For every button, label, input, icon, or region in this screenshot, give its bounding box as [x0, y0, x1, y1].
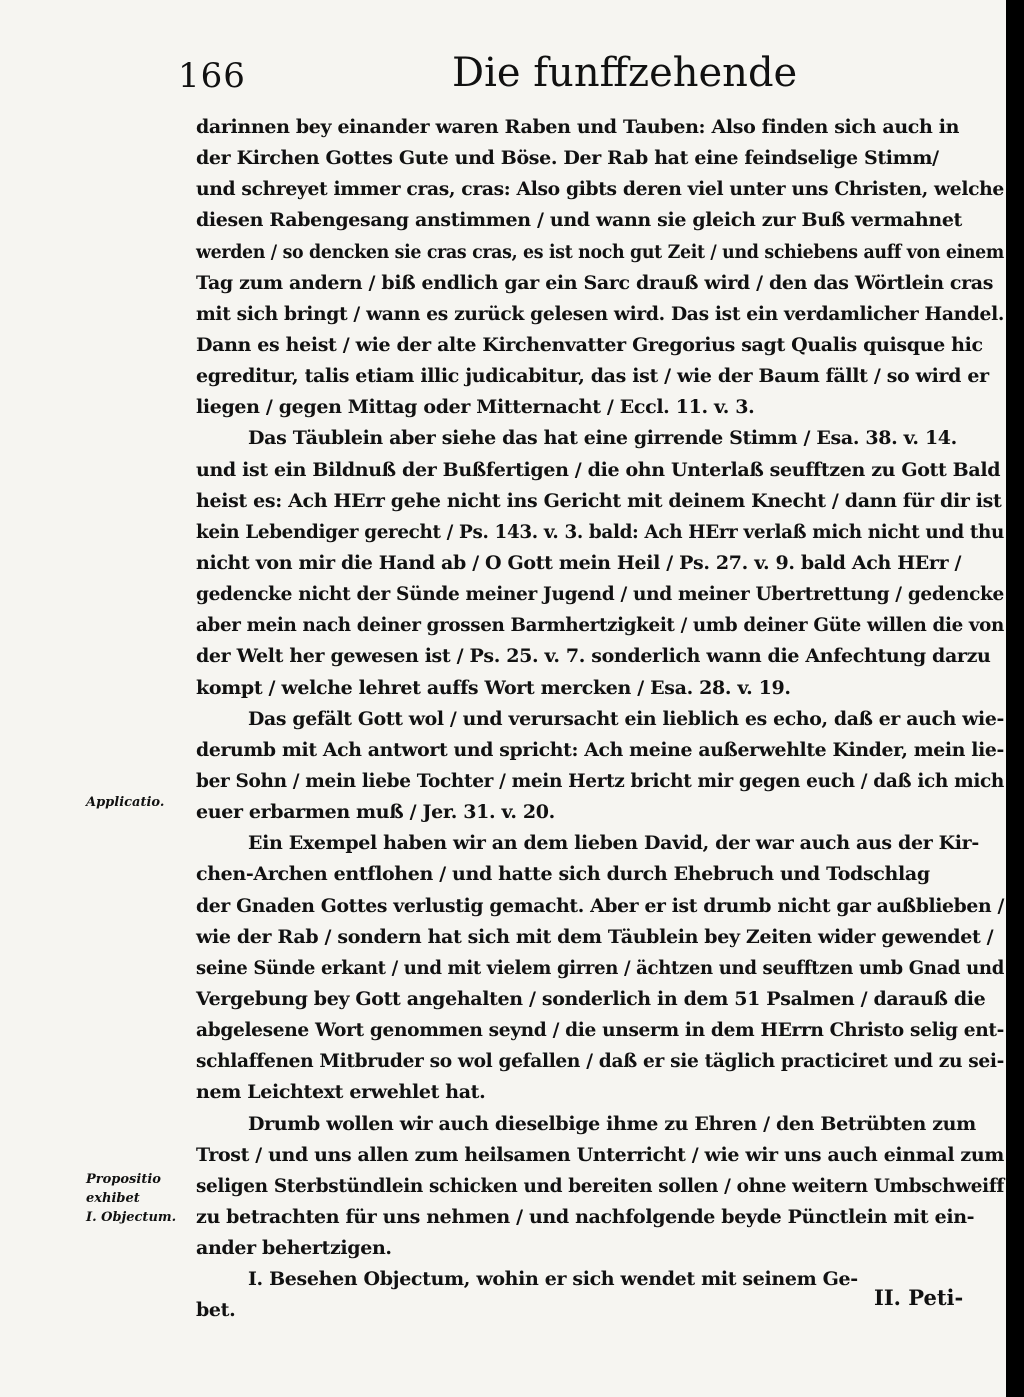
text-line: und ist ein Bildnuß der Bußfertigen / die ohn Unterlaß seufftzen zu Gott Bald [196, 458, 1001, 481]
text-line: schlaffenen Mitbruder so wol gefallen / daß er sie täglich practiciret und zu sei- [196, 1050, 1004, 1073]
text-line: seligen Sterbstündlein schicken und bereiten sollen / ohne weitern Umbschweiff [196, 1174, 1005, 1197]
margin-note-line: I. Objectum. [86, 1210, 177, 1225]
text-line: seine Sünde erkant / und mit vielem girren / ächtzen und seufftzen umb Gnad und [196, 956, 1005, 979]
text-line: Trost / und uns allen zum heilsamen Unterricht / wie wir uns auch einmal zum [196, 1143, 1004, 1166]
text-line: liegen / gegen Mittag oder Mitternacht / Eccl. 11. v. 3. [196, 396, 755, 419]
text-line: der Kirchen Gottes Gute und Böse. Der Rab hat eine feindselige Stimm/ [196, 147, 939, 170]
text-line: egreditur, talis etiam illic judicabitur, das ist / wie der Baum fällt / so wird er [196, 365, 989, 388]
margin-note-propositio [86, 1170, 176, 1227]
text-line: Ein Exempel haben wir an dem lieben David, der war auch aus der Kir- [248, 832, 979, 855]
margin-note-applicatio: Applicatio. [86, 795, 165, 810]
text-line: und schreyet immer cras, cras: Also gibts deren viel unter uns Christen, welche [196, 178, 1004, 201]
text-line: derumb mit Ach antwort und spricht: Ach meine außerwehlte Kinder, mein lie- [196, 738, 1004, 761]
text-line: nem Leichtext erwehlet hat. [196, 1081, 486, 1104]
text-line: I. Besehen Objectum, wohin er sich wendet mit seinem Ge- [248, 1268, 858, 1291]
text-line: chen-Archen entflohen / und hatte sich durch Ehebruch und Todschlag [196, 863, 930, 886]
catchword: II. Peti- [874, 1285, 964, 1310]
text-line: aber mein nach deiner grossen Barmhertzigkeit / umb deiner Güte willen die von [196, 614, 1005, 637]
text-line: Das Täublein aber siehe das hat eine girrende Stimm / Esa. 38. v. 14. [248, 427, 957, 450]
text-line: der Gnaden Gottes verlustig gemacht. Aber er ist drumb nicht gar außblieben / [196, 894, 1005, 917]
text-line: wie der Rab / sondern hat sich mit dem Täublein bey Zeiten wider gewendet / [196, 925, 994, 948]
text-line: euer erbarmen muß / Jer. 31. v. 20. [196, 801, 555, 824]
margin-note-line: Propositio [86, 1172, 161, 1187]
text-line: Tag zum andern / biß endlich gar ein Sarc drauß wird / den das Wörtlein cras [196, 271, 994, 294]
text-line: ber Sohn / mein liebe Tochter / mein Hertz bricht mir gegen euch / daß ich mich [196, 769, 1005, 792]
margin-note-line: exhibet [86, 1191, 140, 1206]
text-line: gedencke nicht der Sünde meiner Jugend / und meiner Ubertrettung / gedencke [196, 583, 1004, 606]
text-line: werden / so dencken sie cras cras, es ist noch gut Zeit / und schiebens auff von einem [196, 240, 1004, 263]
text-line: darinnen bey einander waren Raben und Tauben: Also finden sich auch in [196, 116, 960, 138]
text-line: der Welt her gewesen ist / Ps. 25. v. 7. sonderlich wann die Anfechtung darzu [196, 645, 991, 668]
text-line: heist es: Ach HErr gehe nicht ins Gericht mit deinem Knecht / dann für dir ist [196, 489, 1002, 512]
running-head: Die funffzehende [452, 50, 798, 96]
text-line: mit sich bringt / wann es zurück gelesen wird. Das ist ein verdamlicher Handel. [196, 302, 1005, 325]
text-line: kompt / welche lehret auffs Wort mercken / Esa. 28. v. 19. [196, 676, 791, 699]
text-line: diesen Rabengesang anstimmen / und wann sie gleich zur Buß vermahnet [196, 209, 962, 232]
text-line: Drumb wollen wir auch dieselbige ihme zu Ehren / den Betrübten zum [248, 1112, 976, 1135]
text-line: Vergebung bey Gott angehalten / sonderlich in dem 51 Psalmen / darauß die [196, 987, 986, 1010]
text-line: nicht von mir die Hand ab / O Gott mein Heil / Ps. 27. v. 9. bald Ach HErr / [196, 551, 962, 574]
body-text [196, 112, 1004, 1326]
text-line: zu betrachten für uns nehmen / und nachfolgende beyde Pünctlein mit ein- [196, 1205, 975, 1228]
text-line: bet. [196, 1299, 236, 1322]
text-line: abgelesene Wort genommen seynd / die unserm in dem HErrn Christo selig ent- [196, 1019, 1005, 1042]
text-line: Dann es heist / wie der alte Kirchenvatter Gregorius sagt Qualis quisque hic [196, 333, 983, 356]
text-line: ander behertzigen. [196, 1237, 392, 1260]
page-number: 166 [178, 56, 246, 96]
text-line: kein Lebendiger gerecht / Ps. 143. v. 3. bald: Ach HErr verlaß mich nicht und thu [196, 520, 1004, 543]
text-line: Das gefält Gott wol / und verursacht ein lieblich es echo, daß er auch wie- [248, 707, 1004, 730]
